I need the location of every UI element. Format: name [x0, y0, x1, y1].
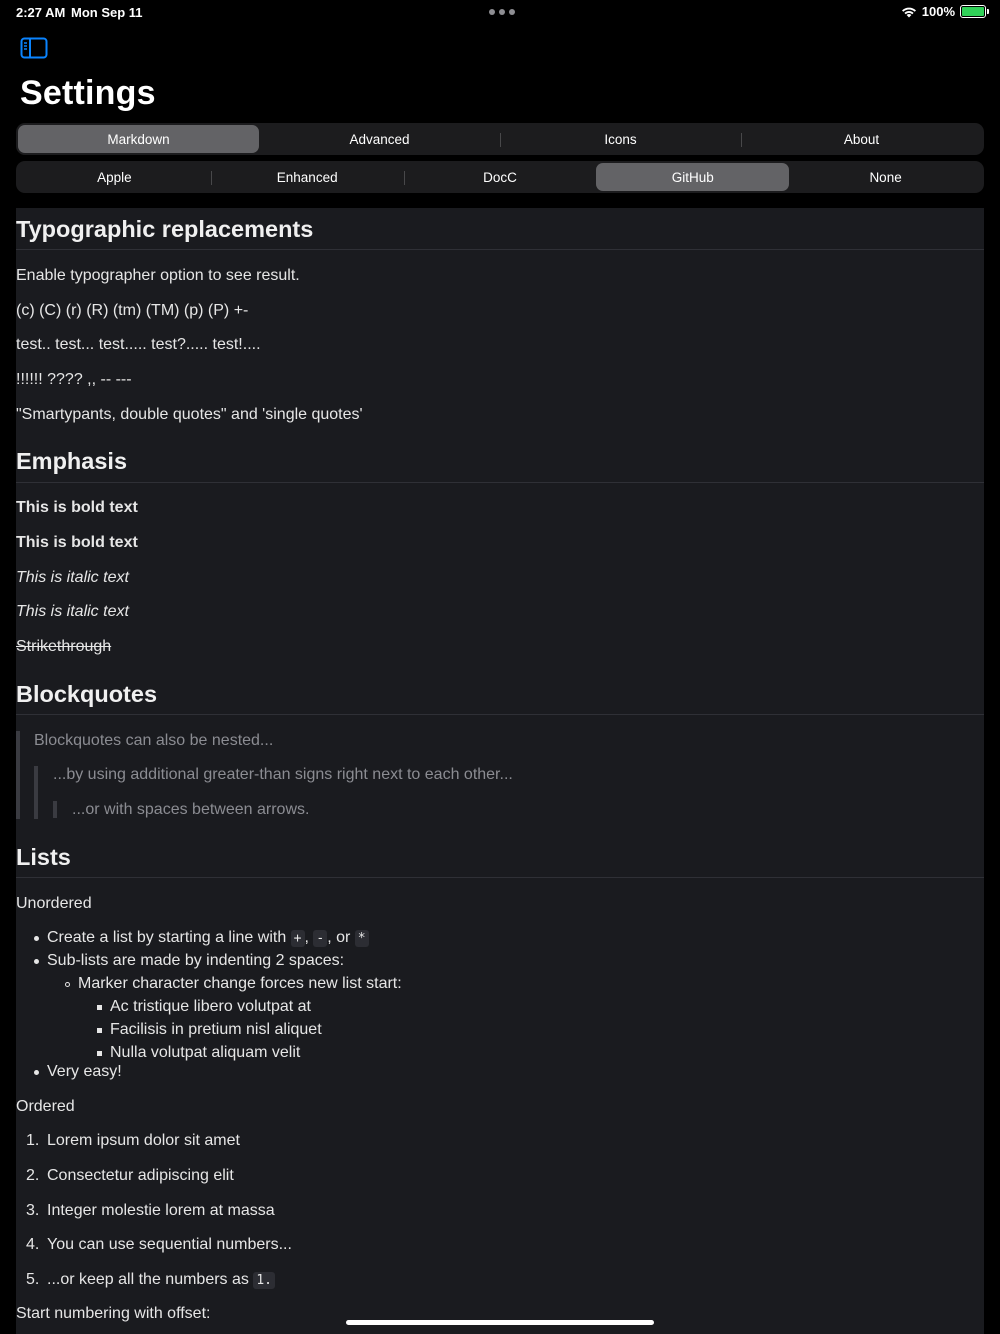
italic-text: This is italic text — [16, 569, 129, 586]
blockquote-text: ...by using additional greater-than signs right next to each other... — [53, 766, 513, 783]
list-item: Sub-lists are made by indenting 2 spaces: — [47, 952, 345, 969]
multitasking-dots-icon[interactable] — [489, 9, 515, 15]
tab-advanced[interactable] — [259, 125, 500, 153]
list-item: Marker character change forces new list start: — [78, 975, 402, 992]
paragraph: Unordered — [16, 895, 92, 912]
heading-rule — [16, 714, 984, 715]
list-item: Lorem ipsum dolor sit amet — [47, 1132, 240, 1149]
style-label: DocC — [483, 169, 517, 185]
heading-rule — [16, 249, 984, 250]
bullet — [97, 1005, 102, 1010]
style-github[interactable] — [596, 163, 789, 191]
battery-icon — [960, 5, 986, 18]
list-item: ...or keep all the numbers as 1. — [47, 1271, 275, 1289]
heading-blockquotes: Blockquotes — [16, 681, 158, 707]
style-label: GitHub — [671, 169, 714, 185]
bullet — [34, 936, 39, 941]
style-label: Enhanced — [276, 169, 338, 185]
heading-typographic: Typographic replacements — [16, 216, 314, 242]
heading-rule — [16, 877, 984, 878]
list-item: Integer molestie lorem at massa — [47, 1202, 275, 1219]
tab-icons[interactable] — [500, 125, 741, 153]
heading-rule — [16, 482, 984, 483]
paragraph: Enable typographer option to see result. — [16, 267, 300, 284]
tab-label: Markdown — [107, 131, 170, 147]
blockquote-text: ...or with spaces between arrows. — [72, 801, 310, 818]
list-number: 1. — [26, 1132, 40, 1149]
tab-markdown[interactable] — [18, 125, 259, 153]
paragraph: (c) (C) (r) (R) (tm) (TM) (p) (P) +- — [16, 302, 249, 319]
list-number: 3. — [26, 1202, 40, 1219]
tab-label: Icons — [604, 131, 637, 147]
list-item: Consectetur adipiscing elit — [47, 1167, 234, 1184]
list-item: Nulla volutpat aliquam velit — [110, 1044, 301, 1061]
nested-blockquote — [53, 801, 57, 818]
style-label: None — [869, 169, 902, 185]
list-item: Create a list by starting a line with + , - , or * — [47, 929, 369, 947]
paragraph: "Smartypants, double quotes" and 'single quotes' — [16, 406, 363, 423]
status-date: Mon Sep 11 — [71, 5, 143, 20]
list-number: 5. — [26, 1271, 40, 1288]
battery-percent: 100% — [921, 4, 955, 19]
paragraph: Ordered — [16, 1098, 75, 1115]
home-indicator[interactable] — [346, 1320, 654, 1325]
bullet — [97, 1051, 102, 1056]
blockquote — [16, 731, 20, 819]
list-item: Ac tristique libero volutpat at — [110, 998, 311, 1015]
italic-text: This is italic text — [16, 603, 129, 620]
style-apple[interactable] — [18, 163, 211, 191]
markdown-preview[interactable] — [16, 208, 984, 1334]
bold-text: This is bold text — [16, 534, 138, 551]
wifi-icon — [901, 6, 917, 18]
paragraph: !!!!!! ???? ,, -- --- — [16, 371, 132, 388]
bullet — [65, 982, 70, 987]
style-none[interactable] — [789, 163, 982, 191]
list-number: 2. — [26, 1167, 40, 1184]
list-number: 4. — [26, 1236, 40, 1253]
paragraph: test.. test... test..... test?..... test!.... — [16, 336, 261, 353]
bullet — [97, 1028, 102, 1033]
list-item: You can use sequential numbers... — [47, 1236, 292, 1253]
status-time: 2:27 AM — [16, 5, 66, 20]
nested-blockquote — [34, 766, 38, 819]
tab-label: Advanced — [349, 131, 410, 147]
bullet — [34, 959, 39, 964]
page-title: Settings — [20, 74, 156, 112]
style-tabs — [16, 161, 984, 193]
bold-text: This is bold text — [16, 499, 138, 516]
style-label: Apple — [97, 169, 132, 185]
sidebar-toggle-icon[interactable] — [20, 37, 48, 59]
list-item: Facilisis in pretium nisl aliquet — [110, 1021, 322, 1038]
settings-tabs — [16, 123, 984, 155]
strikethrough-text: Strikethrough — [16, 638, 112, 655]
tab-about[interactable] — [741, 125, 982, 153]
tab-label: About — [843, 131, 880, 147]
style-docc[interactable] — [404, 163, 597, 191]
bullet — [34, 1070, 39, 1075]
style-enhanced[interactable] — [211, 163, 404, 191]
paragraph: Start numbering with offset: — [16, 1305, 211, 1322]
blockquote-text: Blockquotes can also be nested... — [34, 732, 274, 749]
heading-lists: Lists — [16, 844, 71, 870]
heading-emphasis: Emphasis — [16, 448, 128, 474]
status-bar — [0, 0, 1000, 26]
list-item: Very easy! — [47, 1063, 122, 1080]
